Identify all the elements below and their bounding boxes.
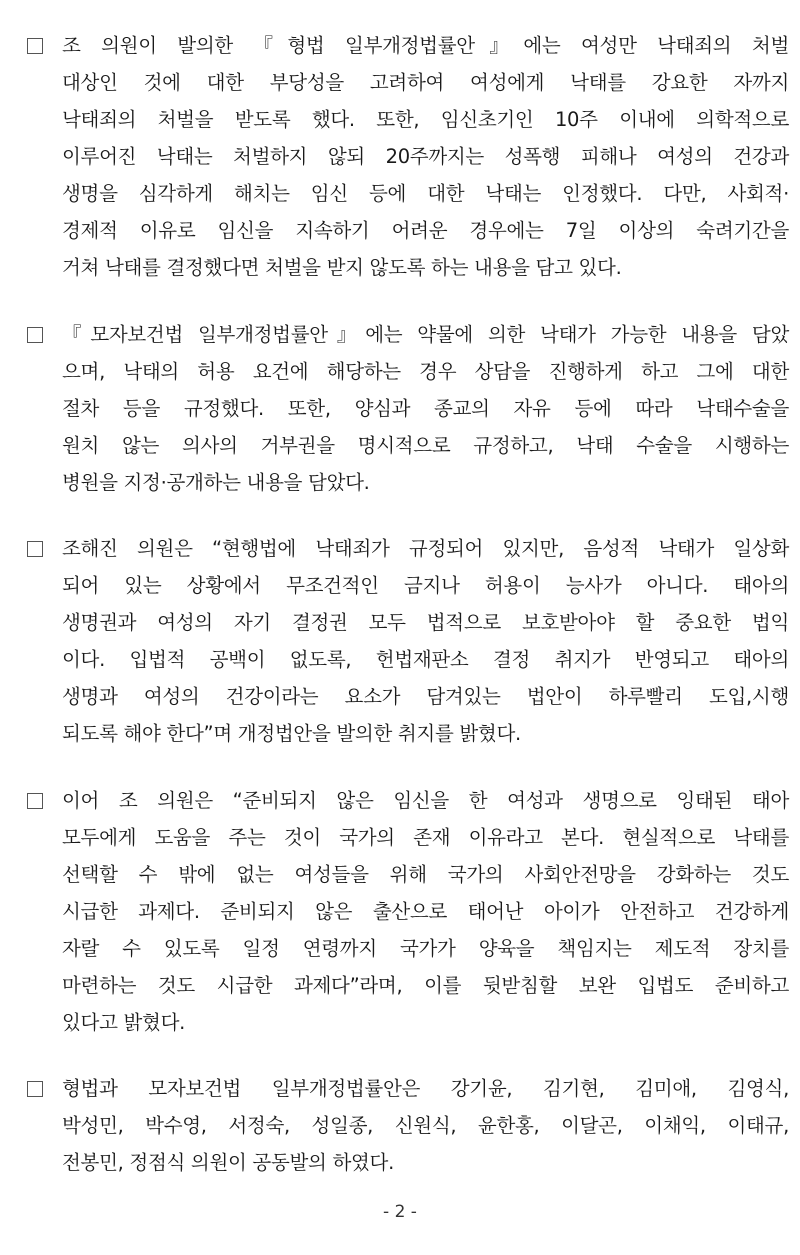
text-line: 이루어진 낙태는 처벌하지 않되 20주까지는 성폭행 피해나 여성의 건강과	[62, 145, 789, 168]
paragraph-co-sponsors	[27, 1070, 789, 1181]
paragraph-maternal-health-law	[27, 316, 789, 501]
text-line: 이어 조 의원은 “준비되지 않은 임신을 한 여성과 생명으로 잉태된 태아	[62, 789, 789, 812]
text-line: 병원을 지정·공개하는 내용을 담았다.	[62, 471, 370, 494]
text-line: 『모자보건법 일부개정법률안』에는 약물에 의한 낙태가 가능한 내용을 담았	[62, 323, 789, 346]
text-line: 박성민, 박수영, 서정숙, 성일종, 신원식, 윤한홍, 이달곤, 이채익, 이태규,	[62, 1114, 789, 1137]
text-line: 되도록 해야 한다”며 개정법안을 발의한 취지를 밝혔다.	[62, 722, 521, 745]
checkbox-bullet-icon	[27, 1081, 43, 1097]
text-line: 시급한 과제다. 준비되지 않은 출산으로 태어난 아이가 안전하고 건강하게	[62, 900, 789, 923]
page-number: - 2 -	[383, 1202, 417, 1222]
checkbox-bullet-icon	[27, 793, 43, 809]
text-line: 경제적 이유로 임신을 지속하기 어려운 경우에는 7일 이상의 숙려기간을	[62, 219, 789, 242]
checkbox-bullet-icon	[27, 327, 43, 343]
paragraph-lawmaker-statement	[27, 530, 789, 752]
text-line: 모두에게 도움을 주는 것이 국가의 존재 이유라고 본다. 현실적으로 낙태를	[62, 826, 789, 849]
text-line: 이다. 입법적 공백이 없도록, 헌법재판소 결정 취지가 반영되고 태아의	[62, 648, 789, 671]
paragraph-abortion-criminal-law	[27, 27, 789, 286]
text-line: 절차 등을 규정했다. 또한, 양심과 종교의 자유 등에 따라 낙태수술을	[62, 397, 789, 420]
checkbox-bullet-icon	[27, 541, 43, 557]
text-line: 으며, 낙태의 허용 요건에 해당하는 경우 상담을 진행하게 하고 그에 대한	[62, 360, 789, 383]
text-line: 생명을 심각하게 해치는 임신 등에 대한 낙태는 인정했다. 다만, 사회적·	[62, 182, 789, 205]
text-line: 형법과 모자보건법 일부개정법률안은 강기윤, 김기현, 김미애, 김영식,	[62, 1077, 789, 1100]
text-line: 대상인 것에 대한 부당성을 고려하여 여성에게 낙태를 강요한 자까지	[62, 71, 789, 94]
text-line: 자랄 수 있도록 일정 연령까지 국가가 양육을 책임지는 제도적 장치를	[62, 937, 789, 960]
text-line: 거쳐 낙태를 결정했다면 처벌을 받지 않도록 하는 내용을 담고 있다.	[62, 256, 622, 279]
text-line: 원치 않는 의사의 거부권을 명시적으로 규정하고, 낙태 수술을 시행하는	[62, 434, 789, 457]
text-line: 생명권과 여성의 자기 결정권 모두 법적으로 보호받아야 할 중요한 법익	[62, 611, 789, 634]
text-line: 조해진 의원은 “현행법에 낙태죄가 규정되어 있지만, 음성적 낙태가 일상화	[62, 537, 789, 560]
text-line: 있다고 밝혔다.	[62, 1011, 186, 1034]
text-line: 조 의원이 발의한 『형법 일부개정법률안』에는 여성만 낙태죄의 처벌	[62, 34, 789, 57]
paragraph-lawmaker-followup	[27, 782, 789, 1041]
text-line: 선택할 수 밖에 없는 여성들을 위해 국가의 사회안전망을 강화하는 것도	[62, 863, 789, 886]
text-line: 마련하는 것도 시급한 과제다”라며, 이를 뒷받침할 보완 입법도 준비하고	[62, 974, 789, 997]
text-line: 생명과 여성의 건강이라는 요소가 담겨있는 법안이 하루빨리 도입,시행	[62, 685, 789, 708]
text-line: 되어 있는 상황에서 무조건적인 금지나 허용이 능사가 아니다. 태아의	[62, 574, 789, 597]
text-line: 낙태죄의 처벌을 받도록 했다. 또한, 임신초기인 10주 이내에 의학적으로	[62, 108, 789, 131]
checkbox-bullet-icon	[27, 38, 43, 54]
text-line: 전봉민, 정점식 의원이 공동발의 하였다.	[62, 1151, 394, 1174]
